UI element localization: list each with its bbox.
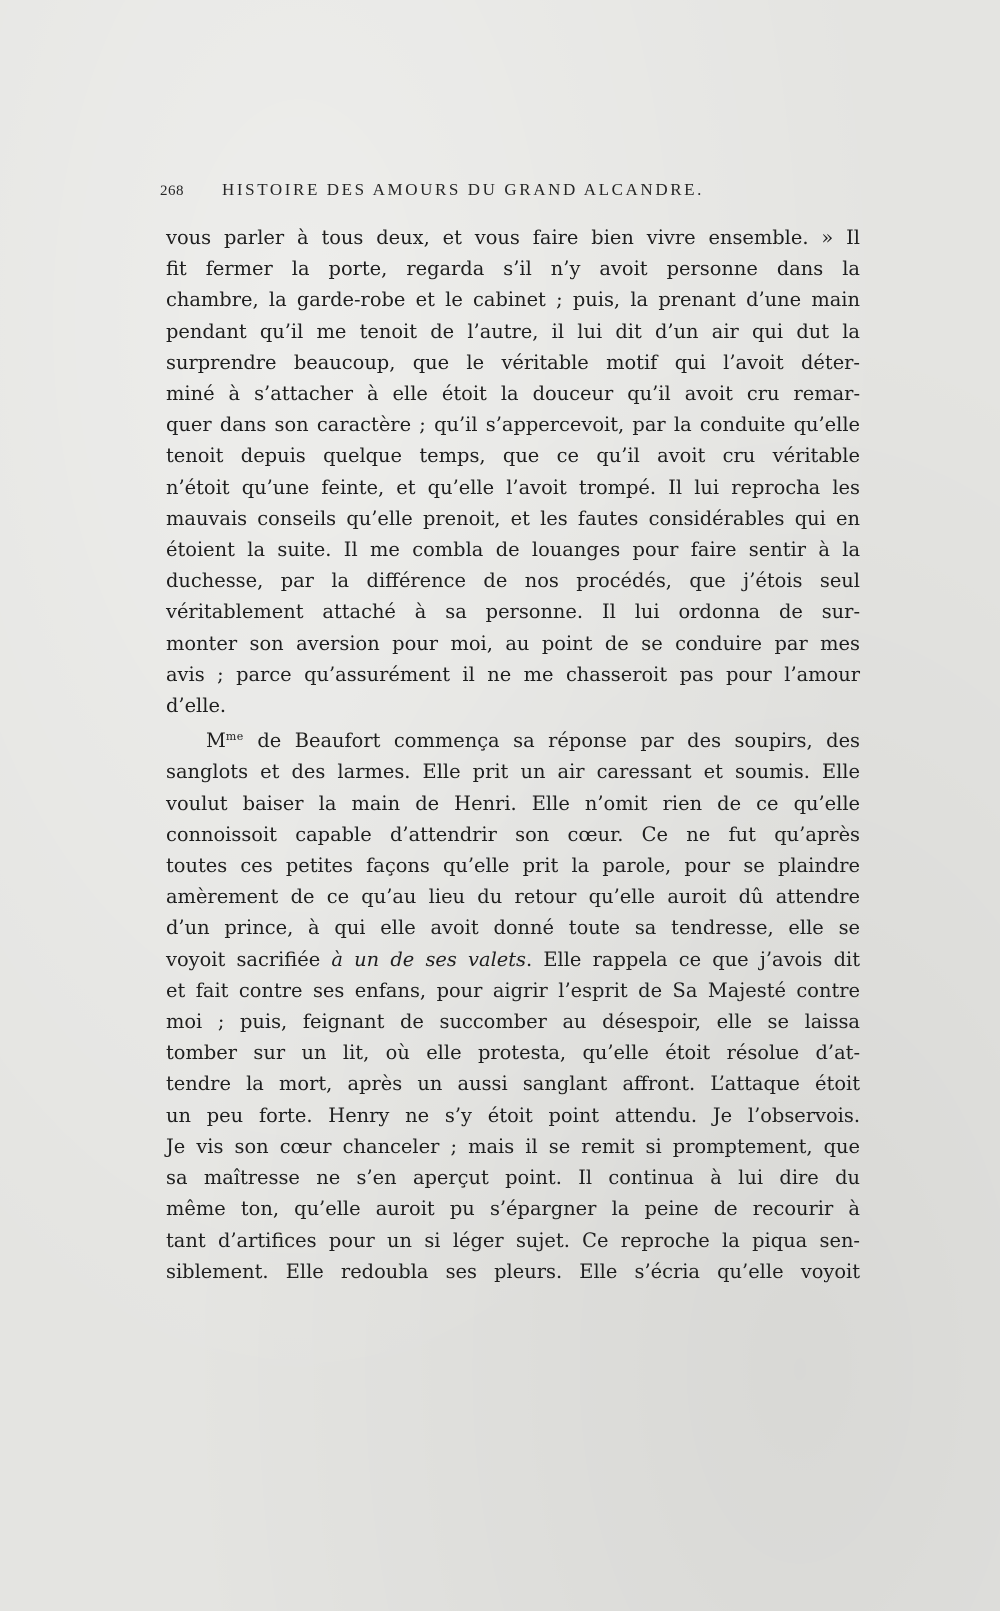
text-line: monter son aversion pour moi, au point de se conduire par mes	[166, 631, 860, 655]
text-line: sanglots et des larmes. Elle prit un air caressant et soumis. Elle	[166, 760, 860, 784]
text-fragment: . Elle rappela ce que j’avois dit	[526, 947, 860, 971]
text-line: duchesse, par la différence de nos procédés, que j’étois seul	[166, 569, 860, 593]
title-abbrev: M	[206, 729, 226, 753]
running-title: HISTOIRE DES AMOURS DU GRAND ALCANDRE.	[222, 180, 704, 199]
text-fragment: voyoit sacrifiée	[166, 947, 332, 971]
running-header	[160, 180, 800, 206]
text-line: même ton, qu’elle auroit pu s’épargner la peine de recourir à	[166, 1197, 860, 1221]
text-line: chambre, la garde-robe et le cabinet ; puis, la prenant d’une main	[166, 288, 860, 312]
paragraph-1	[166, 222, 860, 721]
italic-phrase: à un de ses valets	[331, 947, 526, 971]
text-line: pendant qu’il me tenoit de l’autre, il lui dit d’un air qui dut la	[166, 319, 860, 343]
text-line: toutes ces petites façons qu’elle prit la parole, pour se plaindre	[166, 854, 860, 878]
body-text	[166, 222, 860, 1287]
text-line: connoissoit capable d’attendrir son cœur. Ce ne fut qu’après	[166, 822, 860, 846]
text-line: véritablement attaché à sa personne. Il lui ordonna de sur-	[166, 600, 860, 624]
text-line: miné à s’attacher à elle étoit la douceur qu’il avoit cru remar-	[166, 382, 860, 406]
text-line: quer dans son caractère ; qu’il s’appercevoit, par la conduite qu’elle	[166, 413, 860, 437]
text-line: tendre la mort, après un aussi sanglant affront. L’attaque étoit	[166, 1072, 860, 1096]
text-line: n’étoit qu’une feinte, et qu’elle l’avoit trompé. Il lui reprocha les	[166, 475, 860, 499]
text-line: moi ; puis, feignant de succomber au désespoir, elle se laissa	[166, 1010, 860, 1034]
text-line: voulut baiser la main de Henri. Elle n’omit rien de ce qu’elle	[166, 791, 860, 815]
text-line: tant d’artifices pour un si léger sujet. Ce reproche la piqua sen-	[166, 1228, 860, 1252]
text-line: siblement. Elle redoubla ses pleurs. Elle s’écria qu’elle voyoit	[166, 1259, 860, 1283]
text-line: étoient la suite. Il me combla de louanges pour faire sentir à la	[166, 538, 860, 562]
text-line: tenoit depuis quelque temps, que ce qu’il avoit cru véritable	[166, 444, 860, 468]
text-line: fit fermer la porte, regarda s’il n’y avoit personne dans la	[166, 257, 860, 281]
page-number: 268	[160, 183, 184, 199]
text-line: d’un prince, à qui elle avoit donné toute sa tendresse, elle se	[166, 916, 860, 940]
text-line: sa maîtresse ne s’en aperçut point. Il continua à lui dire du	[166, 1166, 860, 1190]
text-line: un peu forte. Henry ne s’y étoit point attendu. Je l’observois.	[166, 1103, 860, 1127]
text-line-first	[166, 721, 860, 756]
text-line: d’elle.	[166, 694, 227, 718]
text-line: amèrement de ce qu’au lieu du retour qu’elle auroit dû attendre	[166, 885, 860, 909]
text-line: tomber sur un lit, où elle protesta, qu’elle étoit résolue d’at-	[166, 1041, 860, 1065]
paragraph-2	[166, 721, 860, 1287]
text-line: et fait contre ses enfans, pour aigrir l’esprit de Sa Majesté contre	[166, 978, 860, 1002]
text-line: mauvais conseils qu’elle prenoit, et les fautes considérables qui en	[166, 506, 860, 530]
text-line: surprendre beaucoup, que le véritable motif qui l’avoit déter-	[166, 350, 860, 374]
text-fragment: de Beaufort commença sa réponse par des soupirs, des	[243, 729, 860, 753]
text-line: avis ; parce qu’assurément il ne me chasseroit pas pour l’amour	[166, 662, 860, 686]
text-line-italic	[166, 944, 860, 975]
title-superscript: me	[225, 730, 244, 744]
text-line: vous parler à tous deux, et vous faire bien vivre ensemble. » Il	[166, 226, 860, 249]
text-line: Je vis son cœur chanceler ; mais il se remit si promptement, que	[166, 1134, 860, 1158]
